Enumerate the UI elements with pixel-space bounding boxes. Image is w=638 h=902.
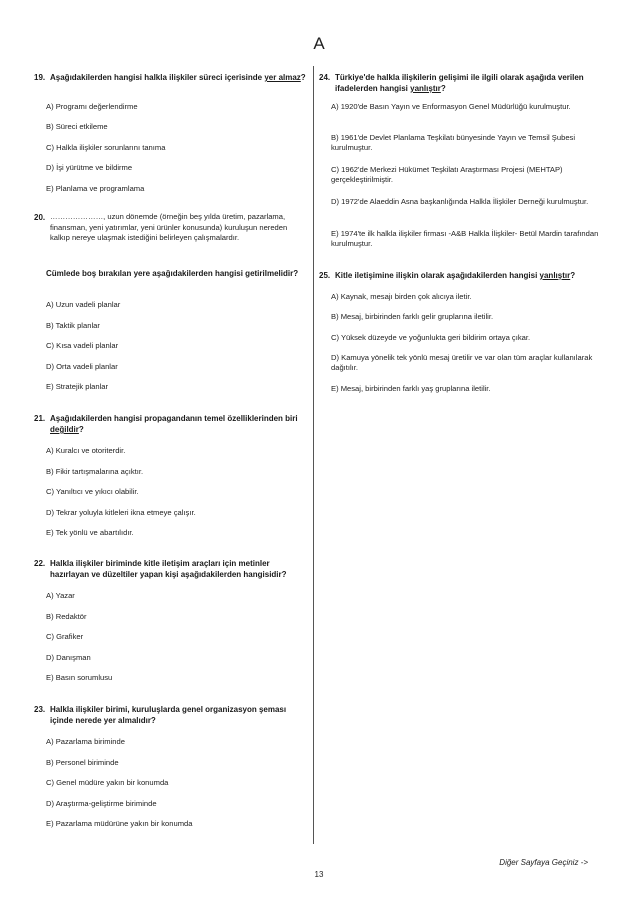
option-d: D) Araştırma-geliştirme biriminde [46,799,157,808]
option-e: E) Basın sorumlusu [46,673,113,682]
question-number: 25. [319,271,331,280]
question-number: 24. [319,73,331,82]
option-e: E) Mesaj, birbirinden farklı yaş gruplarına iletilir. [331,384,491,393]
option-d: D) Orta vadeli planlar [46,362,118,371]
stem-end: ? [78,425,84,434]
option-a: A) Kuralcı ve otoriterdir. [46,446,126,455]
question-number: 19. [34,73,46,82]
option-d: D) Tekrar yoluyla kitleleri ikna etmeye çalışır. [46,508,196,517]
question-21 [34,413,306,537]
question-stem [34,704,306,726]
question-stem [319,270,604,281]
question-stem [319,72,604,94]
stem-end: ? [440,84,446,93]
option-a: A) Uzun vadeli planlar [46,300,121,309]
option-a: A) Programı değerlendirme [46,102,138,111]
stem-text: Kitle iletişimine ilişkin olarak aşağıdakilerden hangisi [335,271,540,280]
question-number: 23. [34,705,46,714]
next-page-note: Diğer Sayfaya Geçiniz -> [499,858,588,867]
question-20 [34,212,306,391]
page-number: 13 [314,870,324,879]
option-e: E) Tek yönlü ve abartılıdır. [46,528,134,537]
option-d: D) Kamuya yönelik tek yönlü mesaj üretilir ve var olan tüm araçlar kullanılarak dağıtılır. [331,353,593,372]
option-c: C) Grafiker [46,632,84,641]
question-19 [34,72,306,193]
option-a: A) Kaynak, mesajı birden çok alıcıya iletir. [331,292,472,301]
stem-emphasis: yer almaz [264,73,301,82]
question-number: 22. [34,559,46,568]
stem-emphasis: yanlıştır [539,271,571,280]
question-stem [34,413,306,435]
column-divider [313,66,314,844]
stem-text: Halkla ilişkiler birimi, kuruluşlarda genel organizasyon şeması içinde nerede yer almalıdır? [50,705,287,725]
booklet-letter: A [313,34,325,53]
option-b: B) Redaktör [46,612,87,621]
option-e: E) Planlama ve programlama [46,184,145,193]
option-e: E) Stratejik planlar [46,382,109,391]
question-25 [319,270,604,393]
question-number: 21. [34,414,46,423]
question-24 [319,72,604,248]
option-a: A) Yazar [46,591,75,600]
option-b: B) Fikir tartışmalarına açıktır. [46,467,144,476]
option-c: C) Halkla ilişkiler sorunlarını tanıma [46,143,166,152]
stem-text: Türkiye'de halkla ilişkilerin gelişimi ile ilgili olarak aşağıda verilen ifadelerden hangisi [335,73,584,93]
option-a: A) 1920'de Basın Yayın ve Enformasyon Genel Müdürlüğü kurulmuştur. [331,102,571,111]
question-stem [34,72,306,83]
option-c: C) Yanıltıcı ve yıkıcı olabilir. [46,487,139,496]
option-e: E) 1974'te ilk halkla ilişkiler firması -A&B Halkla İlişkiler- Betül Mardin tarafından kurulmuştur. [331,229,599,248]
question-22 [34,558,306,682]
option-c: C) 1962'de Merkezi Hükümet Teşkilatı Araştırması Projesi (MEHTAP) gerçekleştirilmiştir. [331,165,563,184]
stem-end: ? [300,73,306,82]
option-b: B) 1961'de Devlet Planlama Teşkilatı bünyesinde Yayın ve Temsil Şubesi kurulmuştur. [331,133,576,152]
option-d: D) Danışman [46,653,91,662]
question-paragraph: …………………, uzun dönemde (örneğin beş yılda üretim, pazarlama, finansman, yeni yatırımlar, yeni ürünler konusunda) kuruluşun nereden kalkıp nereye ulaşmak istediğini belirleyen çalışmalardır. [50,212,288,242]
stem-text: Halkla ilişkiler biriminde kitle iletişim araçları için metinler hazırlayan ve düzeltiler yapan kişi aşağıdakilerden hangisidir? [50,559,287,579]
stem-emphasis: değildir [50,425,79,434]
question-stem [34,558,306,580]
stem-emphasis: yanlıştır [410,84,441,93]
option-b: B) Taktik planlar [46,321,100,330]
option-b: B) Mesaj, birbirinden farklı gelir gruplarına iletilir. [331,312,494,321]
option-b: B) Süreci etkileme [46,122,108,131]
option-b: B) Personel biriminde [46,758,119,767]
option-a: A) Pazarlama biriminde [46,737,125,746]
option-c: C) Yüksek düzeyde ve yoğunlukta geri bildirim ortaya çıkar. [331,333,531,342]
question-number: 20. [34,213,46,222]
option-c: C) Kısa vadeli planlar [46,341,119,350]
option-d: D) İşi yürütme ve bildirme [46,163,133,172]
question-sub-stem: Cümlede boş bırakılan yere aşağıdakilerden hangisi getirilmelidir? [46,269,299,278]
question-23 [34,704,306,828]
stem-text: Aşağıdakilerden hangisi propagandanın temel özelliklerinden biri [50,414,298,423]
stem-end: ? [570,271,576,280]
stem-text: Aşağıdakilerden hangisi halkla ilişkiler süreci içerisinde [50,73,265,82]
option-c: C) Genel müdüre yakın bir konumda [46,778,169,787]
option-e: E) Pazarlama müdürüne yakın bir konumda [46,819,193,828]
option-d: D) 1972'de Alaeddin Asna başkanlığında Halkla İlişkiler Derneği kurulmuştur. [331,197,589,206]
